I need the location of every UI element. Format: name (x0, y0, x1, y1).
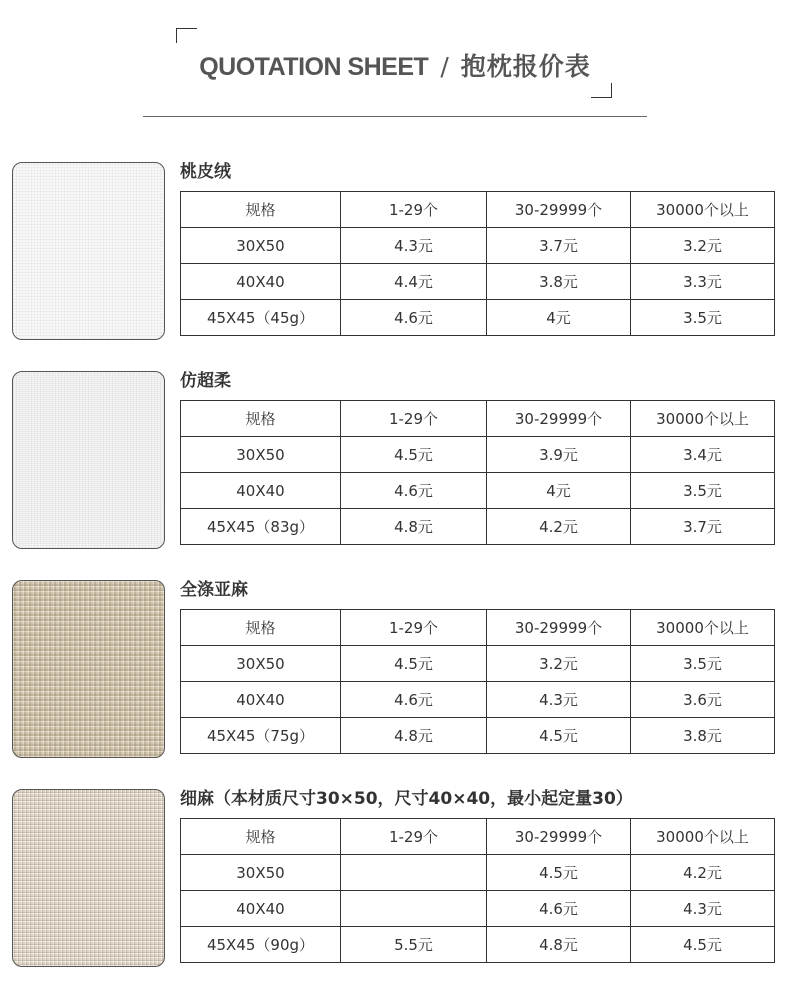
table-header-row (181, 819, 775, 855)
table-cell: 30X50 (181, 646, 341, 682)
header-cell: 规格 (181, 819, 341, 855)
header-cell: 1-29个 (341, 819, 487, 855)
table-cell: 4.6元 (341, 300, 487, 336)
header-cell: 30000个以上 (631, 401, 775, 437)
table-cell: 4元 (487, 473, 631, 509)
table-cell: 30X50 (181, 228, 341, 264)
table-cell: 4.3元 (631, 891, 775, 927)
table-cell: 4.5元 (487, 718, 631, 754)
table-cell: 3.7元 (631, 509, 775, 545)
table-row (181, 437, 775, 473)
fabric-swatch-image (12, 580, 165, 758)
table-header-row (181, 401, 775, 437)
header-cell: 30000个以上 (631, 192, 775, 228)
table-cell: 4.6元 (487, 891, 631, 927)
section-title: 仿超柔 (180, 371, 231, 391)
table-cell: 4.2元 (631, 855, 775, 891)
table-row (181, 264, 775, 300)
table-cell: 4.2元 (487, 509, 631, 545)
table-cell: 4.4元 (341, 264, 487, 300)
header-cell: 规格 (181, 401, 341, 437)
header-cell: 规格 (181, 192, 341, 228)
table-row (181, 228, 775, 264)
header-cell: 30000个以上 (631, 819, 775, 855)
table-cell: 40X40 (181, 682, 341, 718)
table-cell: 3.2元 (631, 228, 775, 264)
header-cell: 1-29个 (341, 192, 487, 228)
title-chinese: 抱枕报价表 (460, 52, 591, 81)
table-cell: 45X45（75g） (181, 718, 341, 754)
header-cell: 30-29999个 (487, 610, 631, 646)
table-cell: 4.5元 (631, 927, 775, 963)
table-cell: 4.3元 (487, 682, 631, 718)
header-cell: 规格 (181, 610, 341, 646)
fabric-swatch-image (12, 371, 165, 549)
section-title: 全涤亚麻 (180, 580, 248, 600)
table-cell: 4.6元 (341, 682, 487, 718)
table-cell: 45X45（83g） (181, 509, 341, 545)
price-table (180, 400, 775, 545)
table-cell: 4.6元 (341, 473, 487, 509)
table-cell: 4.3元 (341, 228, 487, 264)
section-title: 细麻（本材质尺寸30×50，尺寸40×40，最小起定量30） (180, 789, 633, 809)
header-cell: 30-29999个 (487, 819, 631, 855)
table-row (181, 300, 775, 336)
table-cell: 4.8元 (341, 509, 487, 545)
table-cell: 3.5元 (631, 300, 775, 336)
table-cell: 3.7元 (487, 228, 631, 264)
table-cell: 4.5元 (341, 437, 487, 473)
table-cell: 3.8元 (631, 718, 775, 754)
table-cell: 45X45（90g） (181, 927, 341, 963)
title-corner-top-left (176, 28, 197, 43)
price-table (180, 191, 775, 336)
table-cell: 4元 (487, 300, 631, 336)
table-cell: 3.3元 (631, 264, 775, 300)
header-cell: 1-29个 (341, 610, 487, 646)
section-title: 桃皮绒 (180, 162, 231, 182)
table-row (181, 718, 775, 754)
table-cell: 3.8元 (487, 264, 631, 300)
table-cell: 4.5元 (487, 855, 631, 891)
header-cell: 30000个以上 (631, 610, 775, 646)
table-cell: 40X40 (181, 891, 341, 927)
title-corner-bottom-right (591, 83, 612, 98)
table-cell: 4.8元 (487, 927, 631, 963)
title-separator: / (440, 52, 449, 81)
title-english: QUOTATION SHEET (199, 53, 429, 81)
table-row (181, 855, 775, 891)
price-table (180, 818, 775, 963)
table-cell: 30X50 (181, 855, 341, 891)
table-cell: 4.5元 (341, 646, 487, 682)
table-cell: 40X40 (181, 473, 341, 509)
page-header (0, 0, 790, 120)
table-cell: 40X40 (181, 264, 341, 300)
table-cell (341, 891, 487, 927)
header-cell: 1-29个 (341, 401, 487, 437)
table-cell: 45X45（45g） (181, 300, 341, 336)
header-divider (143, 116, 647, 117)
table-row (181, 646, 775, 682)
table-row (181, 509, 775, 545)
table-header-row (181, 610, 775, 646)
page-title (0, 47, 790, 83)
table-cell: 3.9元 (487, 437, 631, 473)
price-table (180, 609, 775, 754)
table-cell: 3.5元 (631, 473, 775, 509)
table-row (181, 473, 775, 509)
table-row (181, 682, 775, 718)
table-cell: 30X50 (181, 437, 341, 473)
table-header-row (181, 192, 775, 228)
header-cell: 30-29999个 (487, 192, 631, 228)
table-cell: 3.6元 (631, 682, 775, 718)
table-cell: 3.5元 (631, 646, 775, 682)
fabric-swatch-image (12, 789, 165, 967)
table-row (181, 927, 775, 963)
table-cell: 3.2元 (487, 646, 631, 682)
table-cell (341, 855, 487, 891)
header-cell: 30-29999个 (487, 401, 631, 437)
table-cell: 3.4元 (631, 437, 775, 473)
table-cell: 4.8元 (341, 718, 487, 754)
table-row (181, 891, 775, 927)
table-cell: 5.5元 (341, 927, 487, 963)
fabric-swatch-image (12, 162, 165, 340)
